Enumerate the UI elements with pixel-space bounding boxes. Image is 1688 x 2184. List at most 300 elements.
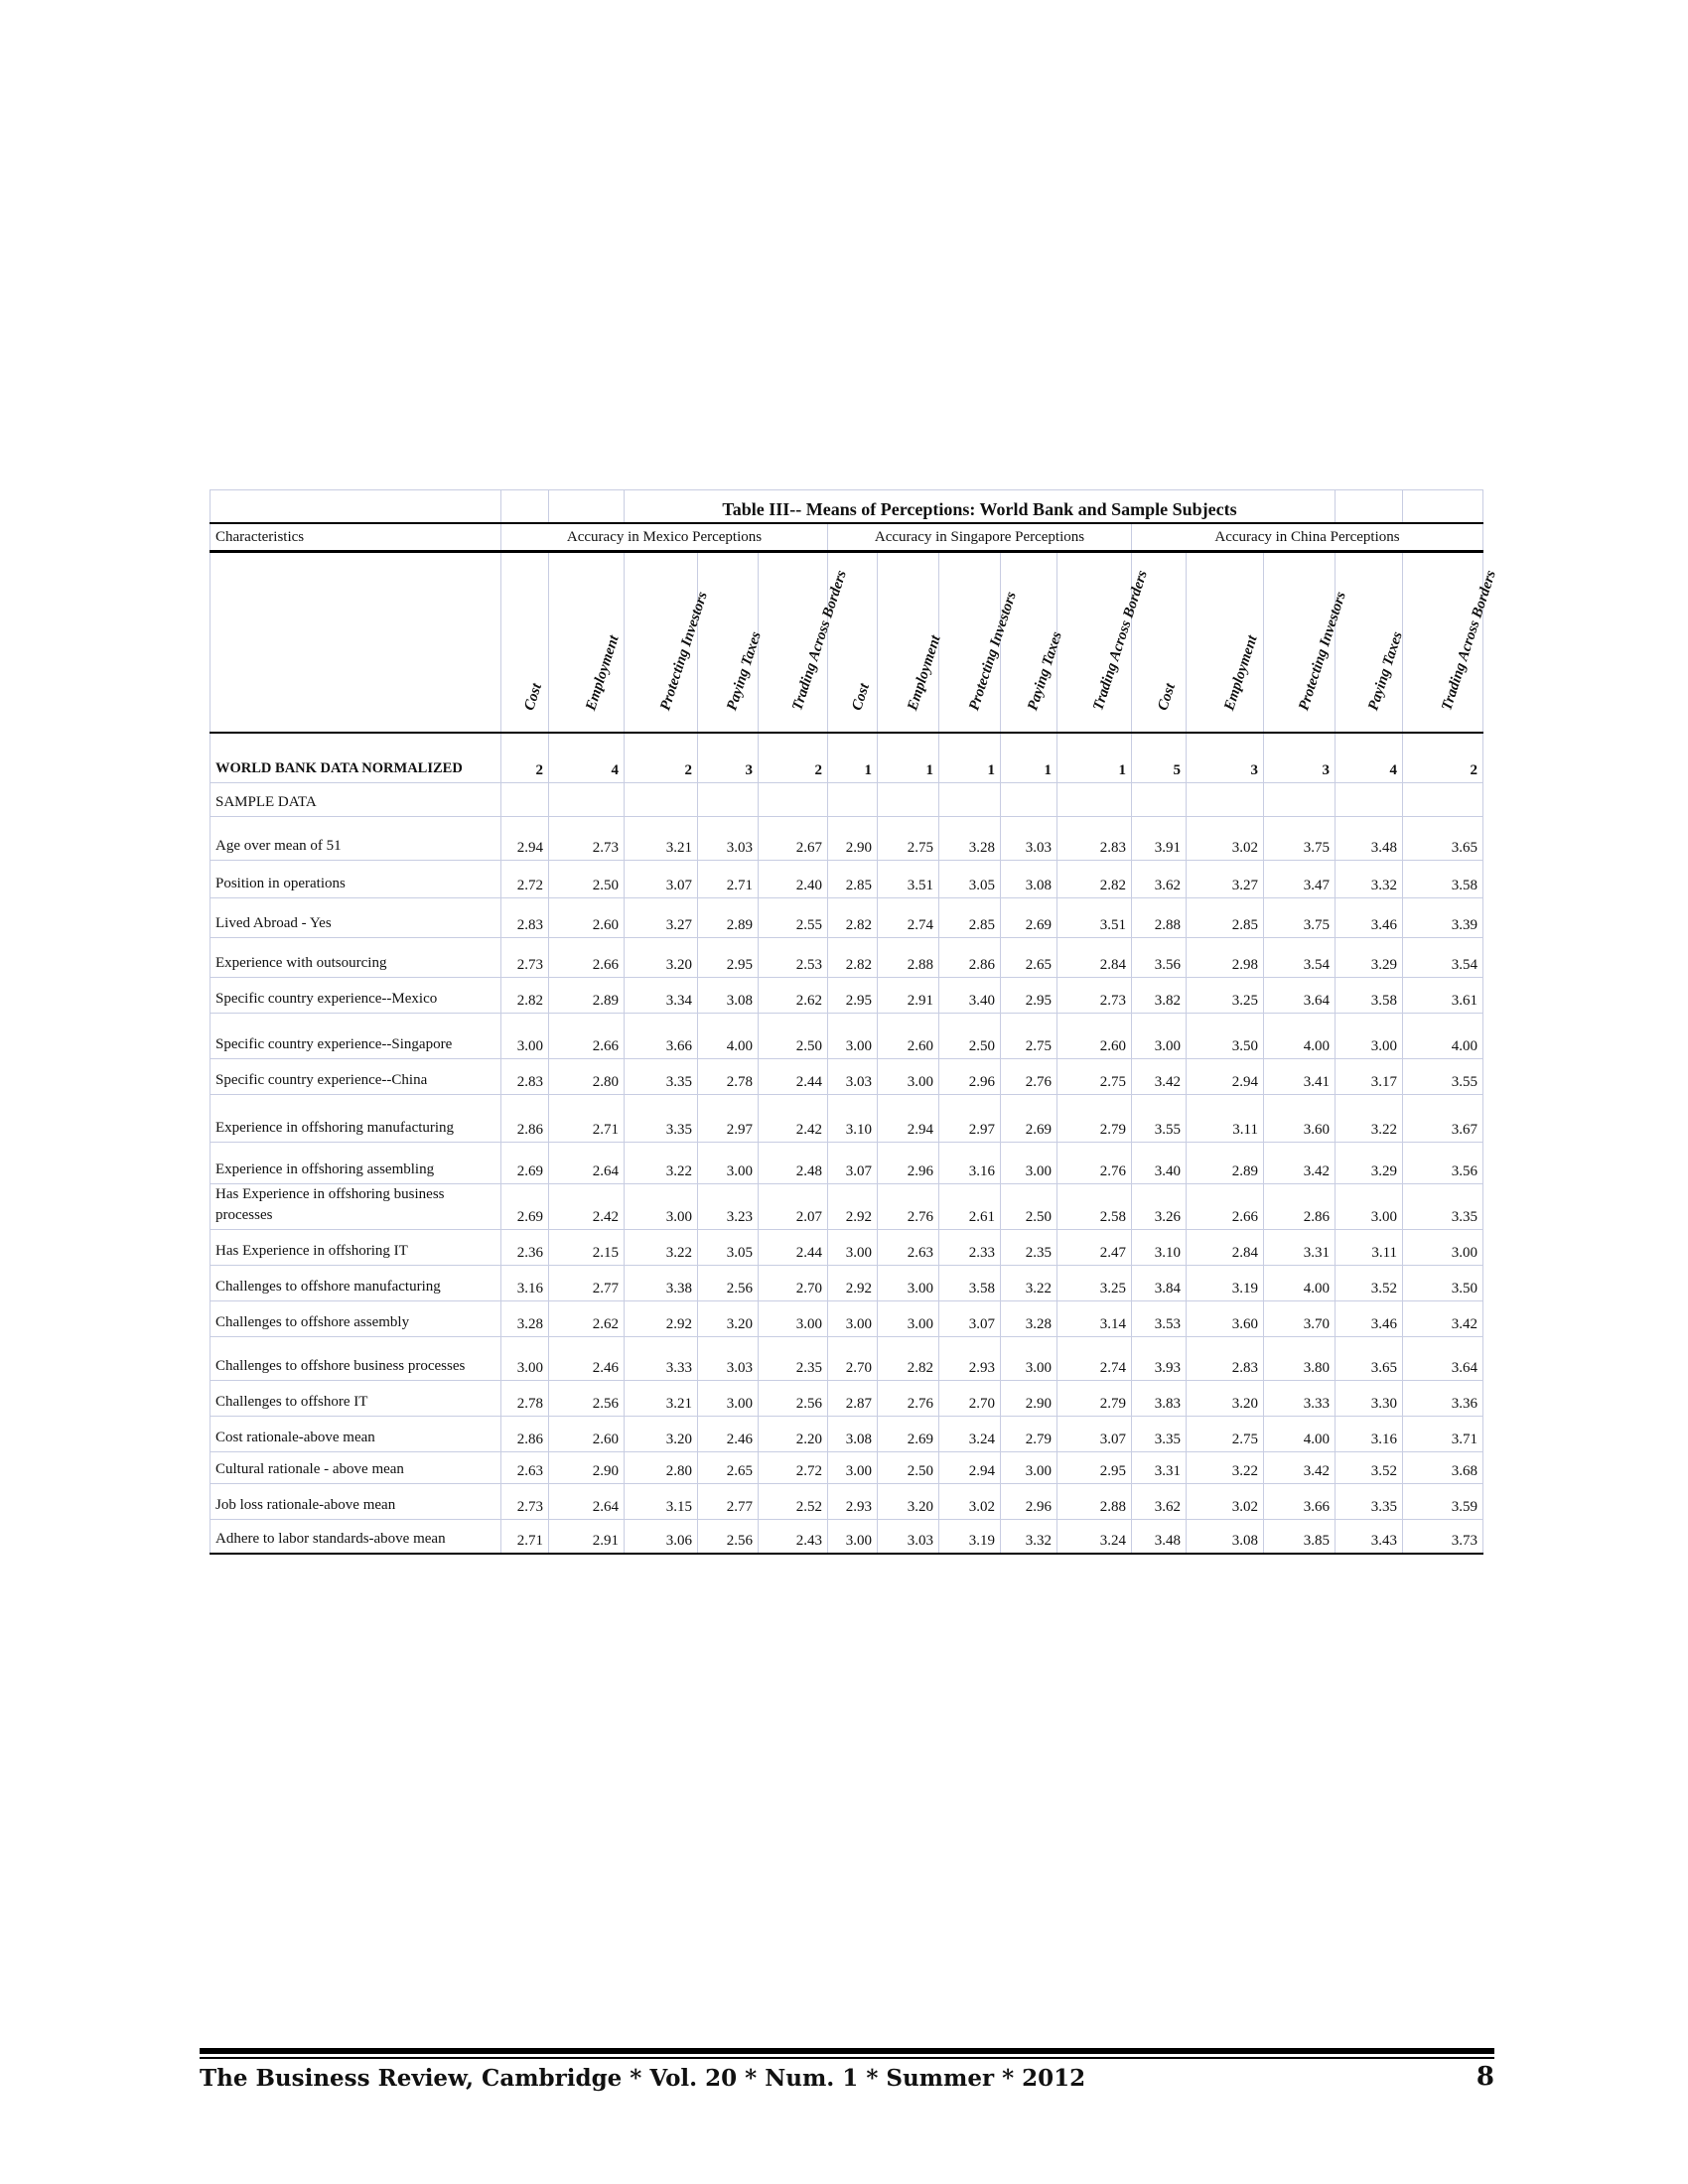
cell-value: 3.35: [1336, 1484, 1403, 1520]
column-header-label: Cost: [848, 681, 873, 713]
cell-value: 2.61: [939, 1184, 1001, 1230]
cell-value: 3.08: [1187, 1520, 1264, 1554]
cell-value: 2.80: [625, 1452, 698, 1484]
column-header-label: Protecting Investors: [965, 590, 1020, 713]
cell-value: 2.73: [549, 817, 625, 861]
cell-value: 2.78: [501, 1381, 549, 1417]
cell-value: 4.00: [698, 1014, 759, 1059]
cell-value: 3.00: [828, 1452, 878, 1484]
column-header-7: [939, 552, 1020, 734]
cell-value: 3.50: [1187, 1014, 1264, 1059]
column-header-9: [1057, 552, 1151, 734]
cell-value: 2.86: [939, 938, 1001, 978]
table-row: [211, 1337, 1483, 1381]
cell-value: 2.15: [549, 1230, 625, 1266]
cell-value: 3.00: [1132, 1014, 1187, 1059]
cell-value: 2.87: [828, 1381, 878, 1417]
world-bank-value: 1: [828, 733, 878, 783]
cell-value: 2.44: [759, 1059, 828, 1095]
sample-data-blank: [1057, 783, 1132, 817]
cell-value: 3.71: [1403, 1417, 1483, 1452]
table-row: [211, 938, 1483, 978]
world-bank-value: 3: [698, 733, 759, 783]
cell-value: 3.70: [1264, 1301, 1336, 1337]
cell-value: 3.00: [1001, 1452, 1057, 1484]
cell-value: 2.58: [1057, 1184, 1132, 1230]
cell-value: 3.66: [625, 1014, 698, 1059]
table-row: [211, 1301, 1483, 1337]
table-row: [211, 1381, 1483, 1417]
table-row: [211, 1230, 1483, 1266]
cell-value: 3.00: [1403, 1230, 1483, 1266]
cell-value: 2.75: [1187, 1417, 1264, 1452]
cell-value: 2.86: [501, 1095, 549, 1143]
cell-value: 3.22: [1336, 1095, 1403, 1143]
cell-value: 3.62: [1132, 861, 1187, 898]
cell-value: 2.35: [1001, 1230, 1057, 1266]
world-bank-value: 2: [625, 733, 698, 783]
sample-data-label: SAMPLE DATA: [211, 783, 501, 817]
cell-value: 2.82: [828, 938, 878, 978]
cell-value: 3.20: [698, 1301, 759, 1337]
cell-value: 2.69: [501, 1184, 549, 1230]
cell-value: 2.65: [698, 1452, 759, 1484]
cell-value: 2.55: [759, 898, 828, 938]
cell-value: 2.69: [878, 1417, 939, 1452]
cell-value: 3.29: [1336, 1143, 1403, 1184]
cell-value: 3.14: [1057, 1301, 1132, 1337]
cell-value: 2.77: [549, 1266, 625, 1301]
world-bank-value: 2: [1403, 733, 1483, 783]
cell-value: 2.92: [828, 1266, 878, 1301]
cell-value: 3.52: [1336, 1266, 1403, 1301]
cell-value: 3.07: [828, 1143, 878, 1184]
cell-value: 2.83: [501, 898, 549, 938]
cell-value: 2.42: [549, 1184, 625, 1230]
cell-value: 3.00: [1336, 1014, 1403, 1059]
cell-value: 3.28: [1001, 1301, 1057, 1337]
cell-value: 3.42: [1264, 1143, 1336, 1184]
cell-value: 2.86: [1264, 1184, 1336, 1230]
cell-value: 2.67: [759, 817, 828, 861]
cell-value: 3.46: [1336, 1301, 1403, 1337]
cell-value: 2.71: [501, 1520, 549, 1554]
cell-value: 2.62: [549, 1301, 625, 1337]
cell-value: 3.42: [1132, 1059, 1187, 1095]
table-row: [211, 978, 1483, 1014]
column-header-blank: [211, 552, 501, 734]
world-bank-row: [211, 733, 1483, 783]
cell-value: 2.85: [939, 898, 1001, 938]
cell-value: 2.50: [878, 1452, 939, 1484]
table-row: [211, 1143, 1483, 1184]
cell-value: 3.66: [1264, 1484, 1336, 1520]
cell-value: 3.19: [939, 1520, 1001, 1554]
cell-value: 3.65: [1403, 817, 1483, 861]
cell-value: 2.89: [698, 898, 759, 938]
cell-value: 3.00: [759, 1301, 828, 1337]
cell-value: 3.02: [939, 1484, 1001, 1520]
cell-value: 2.56: [698, 1266, 759, 1301]
cell-value: 2.69: [1001, 898, 1057, 938]
cell-value: 2.50: [759, 1014, 828, 1059]
cell-value: 3.17: [1336, 1059, 1403, 1095]
cell-value: 2.48: [759, 1143, 828, 1184]
cell-value: 3.08: [1001, 861, 1057, 898]
cell-value: 3.48: [1336, 817, 1403, 861]
cell-value: 2.56: [549, 1381, 625, 1417]
cell-value: 3.58: [1336, 978, 1403, 1014]
cell-value: 2.66: [549, 938, 625, 978]
cell-value: 3.28: [501, 1301, 549, 1337]
cell-value: 4.00: [1264, 1014, 1336, 1059]
cell-value: 2.91: [549, 1520, 625, 1554]
cell-value: 3.15: [625, 1484, 698, 1520]
cell-value: 2.69: [501, 1143, 549, 1184]
cell-value: 3.84: [1132, 1266, 1187, 1301]
cell-value: 2.76: [878, 1381, 939, 1417]
cell-value: 3.67: [1403, 1095, 1483, 1143]
cell-value: 3.51: [1057, 898, 1132, 938]
cell-value: 2.74: [878, 898, 939, 938]
column-header-3: [698, 552, 765, 734]
cell-value: 2.91: [878, 978, 939, 1014]
cell-value: 3.20: [625, 1417, 698, 1452]
cell-value: 2.71: [549, 1095, 625, 1143]
cell-value: 3.60: [1187, 1301, 1264, 1337]
sample-data-blank: [1264, 783, 1336, 817]
cell-value: 2.64: [549, 1484, 625, 1520]
sample-data-blank: [759, 783, 828, 817]
cell-value: 2.66: [549, 1014, 625, 1059]
cell-value: 3.23: [698, 1184, 759, 1230]
cell-value: 3.16: [501, 1266, 549, 1301]
cell-value: 4.00: [1264, 1266, 1336, 1301]
cell-value: 2.75: [878, 817, 939, 861]
cell-value: 3.05: [939, 861, 1001, 898]
cell-value: 3.53: [1132, 1301, 1187, 1337]
cell-value: 2.53: [759, 938, 828, 978]
cell-value: 2.44: [759, 1230, 828, 1266]
cell-value: 3.29: [1336, 938, 1403, 978]
cell-value: 3.32: [1336, 861, 1403, 898]
cell-value: 2.60: [878, 1014, 939, 1059]
cell-value: 3.32: [1001, 1520, 1057, 1554]
cell-value: 3.00: [878, 1266, 939, 1301]
cell-value: 3.16: [939, 1143, 1001, 1184]
cell-value: 2.86: [501, 1417, 549, 1452]
table-row: [211, 1452, 1483, 1484]
sample-data-blank: [1001, 783, 1057, 817]
cell-value: 3.65: [1336, 1337, 1403, 1381]
cell-value: 2.72: [501, 861, 549, 898]
sample-data-blank: [1187, 783, 1264, 817]
cell-value: 3.21: [625, 1381, 698, 1417]
cell-value: 3.07: [625, 861, 698, 898]
cell-value: 2.60: [1057, 1014, 1132, 1059]
table-row: [211, 1484, 1483, 1520]
cell-value: 3.07: [939, 1301, 1001, 1337]
row-label: Job loss rationale-above mean: [211, 1484, 501, 1520]
cell-value: 3.20: [878, 1484, 939, 1520]
cell-value: 2.93: [939, 1337, 1001, 1381]
cell-value: 3.40: [939, 978, 1001, 1014]
cell-value: 2.42: [759, 1095, 828, 1143]
cell-value: 3.00: [828, 1301, 878, 1337]
cell-value: 4.00: [1403, 1014, 1483, 1059]
cell-value: 2.63: [501, 1452, 549, 1484]
cell-value: 2.82: [1057, 861, 1132, 898]
group-header-singapore: Accuracy in Singapore Perceptions: [828, 523, 1132, 552]
column-header-label: Cost: [520, 681, 545, 713]
cell-value: 2.79: [1057, 1095, 1132, 1143]
cell-value: 3.85: [1264, 1520, 1336, 1554]
cell-value: 2.94: [1187, 1059, 1264, 1095]
world-bank-value: 2: [501, 733, 549, 783]
table-row: [211, 1095, 1483, 1143]
cell-value: 3.56: [1403, 1143, 1483, 1184]
cell-value: 2.50: [1001, 1184, 1057, 1230]
cell-value: 2.89: [1187, 1143, 1264, 1184]
cell-value: 2.66: [1187, 1184, 1264, 1230]
table-row: [211, 861, 1483, 898]
row-label: Challenges to offshore manufacturing: [211, 1266, 501, 1301]
cell-value: 2.95: [1001, 978, 1057, 1014]
column-header-label: Cost: [1155, 681, 1179, 713]
group-header-china: Accuracy in China Perceptions: [1132, 523, 1483, 552]
cell-value: 3.00: [698, 1143, 759, 1184]
group-header-row: [211, 523, 1483, 552]
table-row: [211, 1266, 1483, 1301]
cell-value: 3.82: [1132, 978, 1187, 1014]
world-bank-label: WORLD BANK DATA NORMALIZED: [211, 733, 501, 783]
characteristics-header: Characteristics: [211, 523, 501, 552]
cell-value: 2.92: [625, 1301, 698, 1337]
cell-value: 2.94: [878, 1095, 939, 1143]
cell-value: 3.48: [1132, 1520, 1187, 1554]
cell-value: 2.73: [501, 1484, 549, 1520]
cell-value: 2.82: [828, 898, 878, 938]
cell-value: 3.30: [1336, 1381, 1403, 1417]
cell-value: 3.00: [501, 1014, 549, 1059]
cell-value: 3.59: [1403, 1484, 1483, 1520]
cell-value: 3.00: [878, 1059, 939, 1095]
cell-value: 2.83: [1057, 817, 1132, 861]
column-header-8: [1001, 552, 1065, 734]
cell-value: 2.33: [939, 1230, 1001, 1266]
cell-value: 3.22: [625, 1230, 698, 1266]
table-iii: [210, 489, 1499, 1555]
cell-value: 3.10: [1132, 1230, 1187, 1266]
world-bank-value: 2: [759, 733, 828, 783]
cell-value: 3.00: [501, 1337, 549, 1381]
cell-value: 3.61: [1403, 978, 1483, 1014]
cell-value: 3.11: [1187, 1095, 1264, 1143]
row-label: Cost rationale-above mean: [211, 1417, 501, 1452]
column-header-13: [1336, 552, 1406, 734]
world-bank-value: 4: [549, 733, 625, 783]
row-label: Specific country experience--Mexico: [211, 978, 501, 1014]
table-row: [211, 817, 1483, 861]
cell-value: 3.02: [1187, 817, 1264, 861]
cell-value: 2.90: [828, 817, 878, 861]
table-row: [211, 1014, 1483, 1059]
cell-value: 2.96: [939, 1059, 1001, 1095]
cell-value: 2.75: [1001, 1014, 1057, 1059]
cell-value: 3.26: [1132, 1184, 1187, 1230]
sample-data-blank: [625, 783, 698, 817]
cell-value: 3.00: [1336, 1184, 1403, 1230]
column-header-10: [1132, 552, 1187, 734]
cell-value: 3.54: [1264, 938, 1336, 978]
column-header-5: [828, 552, 878, 734]
cell-value: 3.02: [1187, 1484, 1264, 1520]
cell-value: 2.50: [939, 1014, 1001, 1059]
cell-value: 3.35: [1403, 1184, 1483, 1230]
page-number: 8: [1476, 2062, 1494, 2092]
cell-value: 2.70: [759, 1266, 828, 1301]
cell-value: 2.84: [1057, 938, 1132, 978]
cell-value: 2.90: [549, 1452, 625, 1484]
cell-value: 2.73: [1057, 978, 1132, 1014]
cell-value: 2.85: [828, 861, 878, 898]
world-bank-value: 1: [878, 733, 939, 783]
cell-value: 3.22: [1001, 1266, 1057, 1301]
cell-value: 3.24: [939, 1417, 1001, 1452]
cell-value: 2.35: [759, 1337, 828, 1381]
cell-value: 2.70: [828, 1337, 878, 1381]
row-label: Challenges to offshore IT: [211, 1381, 501, 1417]
cell-value: 2.93: [828, 1484, 878, 1520]
cell-value: 2.76: [878, 1184, 939, 1230]
cell-value: 2.82: [878, 1337, 939, 1381]
cell-value: 2.47: [1057, 1230, 1132, 1266]
cell-value: 2.97: [939, 1095, 1001, 1143]
cell-value: 3.55: [1132, 1095, 1187, 1143]
cell-value: 3.21: [625, 817, 698, 861]
cell-value: 3.54: [1403, 938, 1483, 978]
cell-value: 3.55: [1403, 1059, 1483, 1095]
row-label: Age over mean of 51: [211, 817, 501, 861]
cell-value: 3.47: [1264, 861, 1336, 898]
cell-value: 2.83: [1187, 1337, 1264, 1381]
cell-value: 3.00: [828, 1520, 878, 1554]
column-header-0: [501, 552, 549, 734]
cell-value: 2.76: [1001, 1059, 1057, 1095]
row-label: Position in operations: [211, 861, 501, 898]
table-row: [211, 1417, 1483, 1452]
cell-value: 3.56: [1132, 938, 1187, 978]
cell-value: 3.07: [1057, 1417, 1132, 1452]
cell-value: 3.83: [1132, 1381, 1187, 1417]
sample-data-blank: [939, 783, 1001, 817]
cell-value: 3.36: [1403, 1381, 1483, 1417]
cell-value: 2.63: [878, 1230, 939, 1266]
column-header-2: [625, 552, 711, 734]
cell-value: 3.03: [828, 1059, 878, 1095]
sample-data-blank: [1132, 783, 1187, 817]
cell-value: 2.95: [1057, 1452, 1132, 1484]
column-header-label: Employment: [1220, 633, 1261, 713]
row-label: Experience with outsourcing: [211, 938, 501, 978]
cell-value: 3.39: [1403, 898, 1483, 938]
cell-value: 2.71: [698, 861, 759, 898]
cell-value: 3.62: [1132, 1484, 1187, 1520]
cell-value: 3.08: [698, 978, 759, 1014]
table-row: [211, 1520, 1483, 1554]
cell-value: 2.95: [828, 978, 878, 1014]
cell-value: 3.38: [625, 1266, 698, 1301]
row-label: Adhere to labor standards-above mean: [211, 1520, 501, 1554]
cell-value: 2.88: [878, 938, 939, 978]
cell-value: 3.03: [878, 1520, 939, 1554]
cell-value: 3.34: [625, 978, 698, 1014]
cell-value: 3.46: [1336, 898, 1403, 938]
cell-value: 2.90: [1001, 1381, 1057, 1417]
cell-value: 3.33: [1264, 1381, 1336, 1417]
sample-data-blank: [1336, 783, 1403, 817]
cell-value: 2.83: [501, 1059, 549, 1095]
cell-value: 3.41: [1264, 1059, 1336, 1095]
column-header-6: [878, 552, 944, 734]
cell-value: 2.20: [759, 1417, 828, 1452]
cell-value: 2.88: [1057, 1484, 1132, 1520]
cell-value: 3.03: [1001, 817, 1057, 861]
cell-value: 2.96: [878, 1143, 939, 1184]
footer-journal-citation: The Business Review, Cambridge * Vol. 20 * Num. 1 * Summer * 2012: [200, 2065, 1086, 2092]
row-label: Has Experience in offshoring IT: [211, 1230, 501, 1266]
cell-value: 3.06: [625, 1520, 698, 1554]
cell-value: 3.22: [1187, 1452, 1264, 1484]
cell-value: 3.24: [1057, 1520, 1132, 1554]
cell-value: 2.78: [698, 1059, 759, 1095]
cell-value: 3.10: [828, 1095, 878, 1143]
column-header-label: Employment: [582, 633, 623, 713]
row-label: Challenges to offshore assembly: [211, 1301, 501, 1337]
row-label: Lived Abroad - Yes: [211, 898, 501, 938]
cell-value: 3.05: [698, 1230, 759, 1266]
row-label: Specific country experience--China: [211, 1059, 501, 1095]
cell-value: 3.19: [1187, 1266, 1264, 1301]
cell-value: 3.31: [1132, 1452, 1187, 1484]
group-header-mexico: Accuracy in Mexico Perceptions: [501, 523, 828, 552]
row-label: Cultural rationale - above mean: [211, 1452, 501, 1484]
cell-value: 2.64: [549, 1143, 625, 1184]
cell-value: 3.58: [1403, 861, 1483, 898]
row-label: Specific country experience--Singapore: [211, 1014, 501, 1059]
cell-value: 3.00: [878, 1301, 939, 1337]
column-header-label: Trading Across Borders: [1090, 568, 1151, 713]
cell-value: 2.89: [549, 978, 625, 1014]
world-bank-value: 3: [1187, 733, 1264, 783]
table-title-row: [211, 490, 1483, 524]
world-bank-value: 5: [1132, 733, 1187, 783]
cell-value: 2.76: [1057, 1143, 1132, 1184]
cell-value: 3.00: [698, 1381, 759, 1417]
cell-value: 3.91: [1132, 817, 1187, 861]
sample-data-blank: [828, 783, 878, 817]
cell-value: 2.82: [501, 978, 549, 1014]
cell-value: 3.31: [1264, 1230, 1336, 1266]
cell-value: 2.56: [759, 1381, 828, 1417]
sample-data-blank: [698, 783, 759, 817]
cell-value: 3.35: [625, 1095, 698, 1143]
column-header-12: [1264, 552, 1349, 734]
cell-value: 3.68: [1403, 1452, 1483, 1484]
cell-value: 2.95: [698, 938, 759, 978]
cell-value: 3.60: [1264, 1095, 1336, 1143]
column-header-label: Paying Taxes: [1025, 629, 1065, 713]
